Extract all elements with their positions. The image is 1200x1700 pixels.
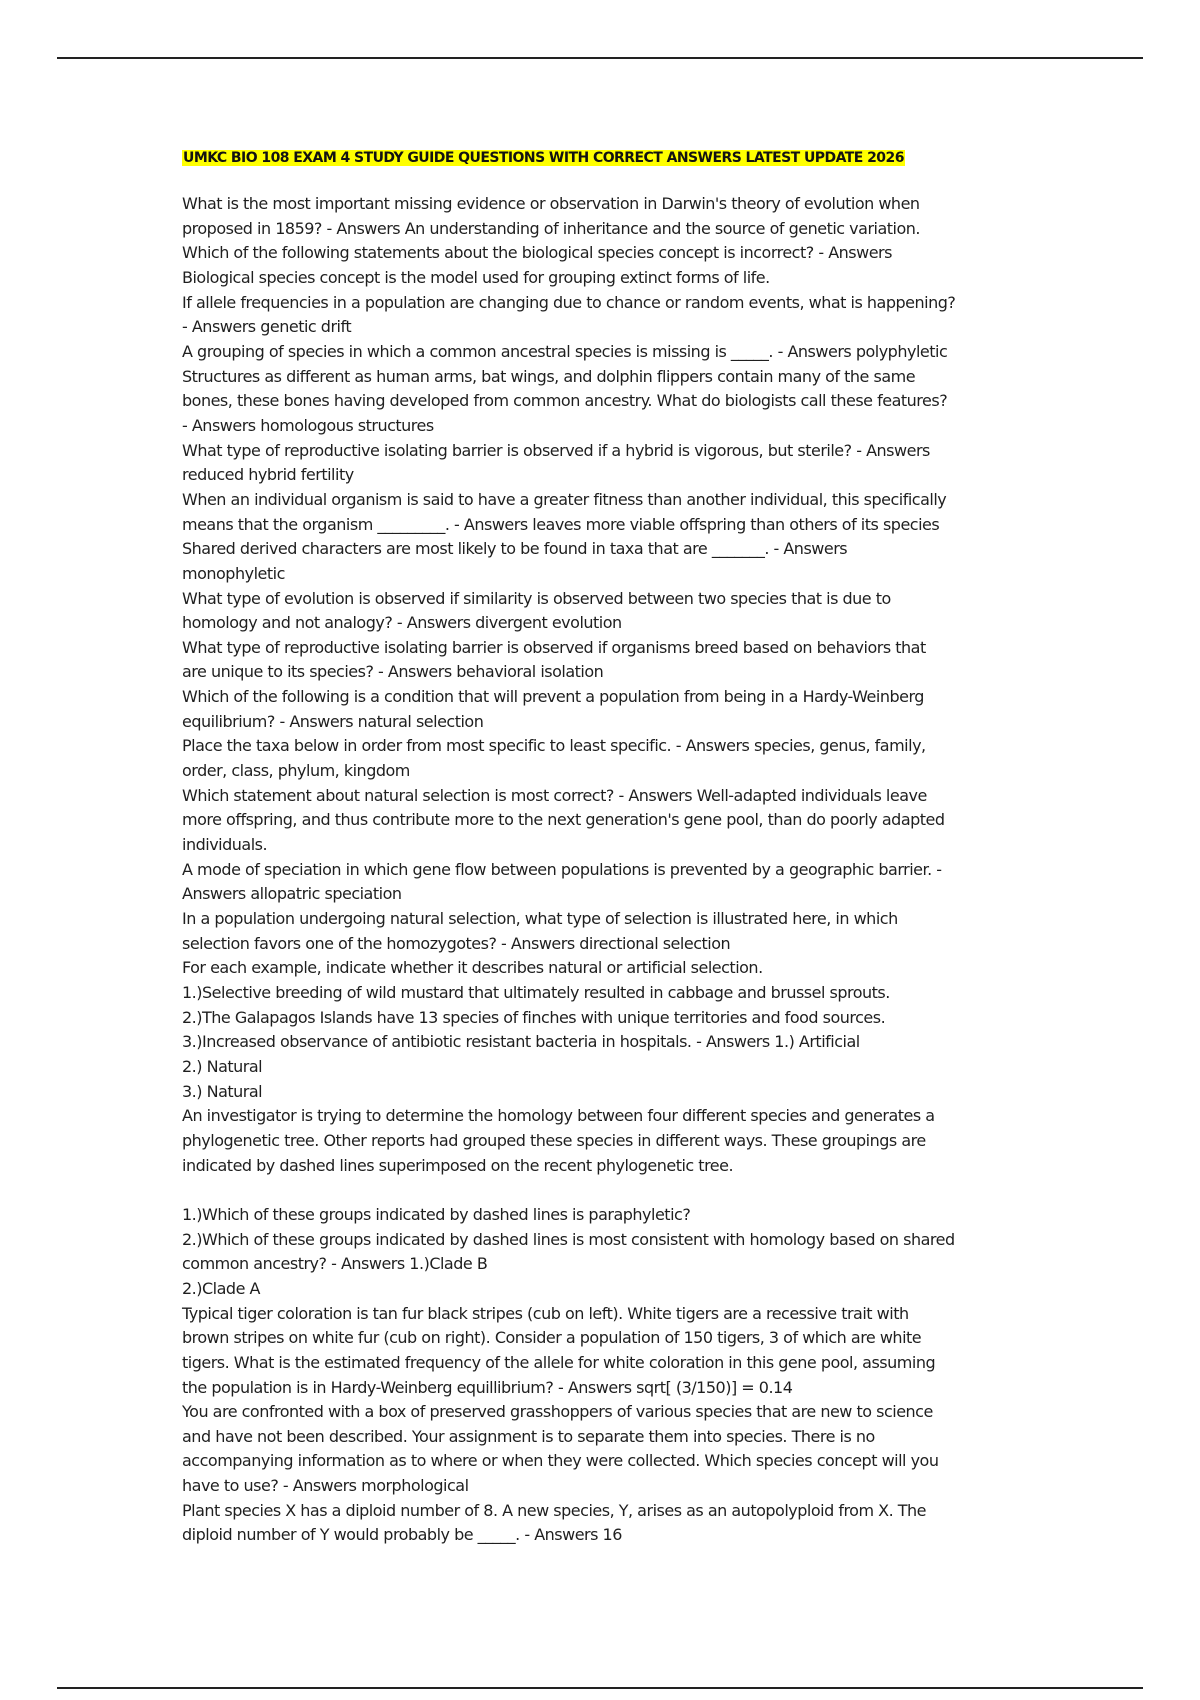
text-line: equilibrium? - Answers natural selection [182, 711, 484, 731]
text-line: accompanying information as to where or when they were collected. Which species concept will you [182, 1451, 939, 1471]
text-line: What type of reproductive isolating barrier is observed if organisms breed based on behaviors that [182, 637, 926, 657]
text-line: and have not been described. Your assignment is to separate them into species. There is no [182, 1426, 875, 1446]
text-line: Shared derived characters are most likely to be found in taxa that are _______. - Answers [182, 539, 848, 559]
text-line: 1.)Selective breeding of wild mustard that ultimately resulted in cabbage and brussel sprouts. [182, 983, 890, 1002]
text-line: selection favors one of the homozygotes? - Answers directional selection [182, 933, 731, 953]
text-line: In a population undergoing natural selection, what type of selection is illustrated here, in which [182, 909, 898, 929]
text-line: A mode of speciation in which gene flow between populations is prevented by a geographic barrier. - [182, 859, 942, 879]
text-line: What is the most important missing evidence or observation in Darwin's theory of evolution when [182, 194, 920, 213]
text-line: Which of the following statements about the biological species concept is incorrect? - Answers [182, 243, 892, 263]
text-line: For each example, indicate whether it describes natural or artificial selection. [182, 958, 763, 978]
text-line: 2.)Clade A [182, 1278, 260, 1298]
text-line: individuals. [182, 835, 268, 855]
text-line: Typical tiger coloration is tan fur black stripes (cub on left). White tigers are a recessive trait with [182, 1303, 909, 1323]
text-line: Structures as different as human arms, bat wings, and dolphin flippers contain many of the same [182, 366, 916, 386]
text-line: Plant species X has a diploid number of 8. A new species, Y, arises as an autopolyploid from X. The [182, 1500, 927, 1520]
text-line: Answers allopatric speciation [182, 884, 402, 904]
text-line: An investigator is trying to determine the homology between four different species and generates a [182, 1106, 935, 1126]
text-line: 3.)Increased observance of antibiotic resistant bacteria in hospitals. - Answers 1.) Artificial [182, 1032, 860, 1052]
text-line: Place the taxa below in order from most specific to least specific. - Answers species, genus, family, [182, 736, 926, 756]
text-line: What type of reproductive isolating barrier is observed if a hybrid is vigorous, but sterile? - Answers [182, 440, 930, 460]
text-line: What type of evolution is observed if similarity is observed between two species that is due to [182, 588, 891, 608]
text-line: - Answers homologous structures [182, 415, 434, 435]
text-line: When an individual organism is said to have a greater fitness than another individual, this specifically [182, 489, 947, 509]
text-line: Which statement about natural selection is most correct? - Answers Well-adapted individuals leave [182, 785, 927, 805]
top-rule [57, 57, 1143, 59]
text-line: tigers. What is the estimated frequency of the allele for white coloration in this gene pool, assuming [182, 1352, 936, 1372]
text-line: 2.)The Galapagos Islands have 13 species of finches with unique territories and food sources. [182, 1007, 886, 1027]
text-line: 2.)Which of these groups indicated by dashed lines is most consistent with homology based on shared [182, 1229, 955, 1249]
text-line: Which of the following is a condition that will prevent a population from being in a Hardy-Weinberg [182, 687, 924, 707]
text-line: monophyletic [182, 563, 285, 583]
text-line: bones, these bones having developed from common ancestry. What do biologists call these features? [182, 391, 948, 411]
text-line: have to use? - Answers morphological [182, 1476, 469, 1496]
text-line: common ancestry? - Answers 1.)Clade B [182, 1254, 488, 1274]
text-line: You are confronted with a box of preserved grasshoppers of various species that are new to science [182, 1402, 933, 1422]
text-line: order, class, phylum, kingdom [182, 761, 410, 781]
title-line [182, 146, 1032, 168]
text-line: - Answers genetic drift [182, 317, 352, 337]
text-line: brown stripes on white fur (cub on right). Consider a population of 150 tigers, 3 of which are white [182, 1328, 922, 1348]
text-line: homology and not analogy? - Answers divergent evolution [182, 613, 622, 633]
text-line: 2.) Natural [182, 1056, 263, 1076]
text-line: 3.) Natural [182, 1081, 263, 1101]
text-line: proposed in 1859? - Answers An understanding of inheritance and the source of genetic variation. [182, 218, 921, 238]
text-line: the population is in Hardy-Weinberg equillibrium? - Answers sqrt[ (3/150)] = 0.14 [182, 1377, 793, 1397]
text-line: If allele frequencies in a population are changing due to chance or random events, what is happening? [182, 292, 956, 312]
text-line [182, 1178, 1032, 1203]
text-line: Biological species concept is the model used for grouping extinct forms of life. [182, 267, 770, 287]
text-line: means that the organism _________. - Answers leaves more viable offspring than others of its species [182, 514, 940, 534]
document-body [182, 146, 1032, 1548]
text-line: 1.)Which of these groups indicated by dashed lines is paraphyletic? [182, 1204, 691, 1224]
text-line: diploid number of Y would probably be _____. - Answers 16 [182, 1525, 622, 1545]
bottom-rule [57, 1687, 1143, 1689]
text-line: indicated by dashed lines superimposed on the recent phylogenetic tree. [182, 1155, 734, 1175]
document-title: UMKC BIO 108 EXAM 4 STUDY GUIDE QUESTIONS WITH CORRECT ANSWERS LATEST UPDATE 2026 [183, 150, 904, 166]
text-line: phylogenetic tree. Other reports had grouped these species in different ways. These groupings are [182, 1130, 926, 1150]
study-guide-content [182, 192, 1032, 1548]
text-line: reduced hybrid fertility [182, 465, 354, 485]
text-line: more offspring, and thus contribute more to the next generation's gene pool, than do poorly adapted [182, 810, 945, 830]
text-line: are unique to its species? - Answers behavioral isolation [182, 662, 604, 682]
text-line: A grouping of species in which a common ancestral species is missing is _____. - Answers polyphyletic [182, 341, 948, 361]
